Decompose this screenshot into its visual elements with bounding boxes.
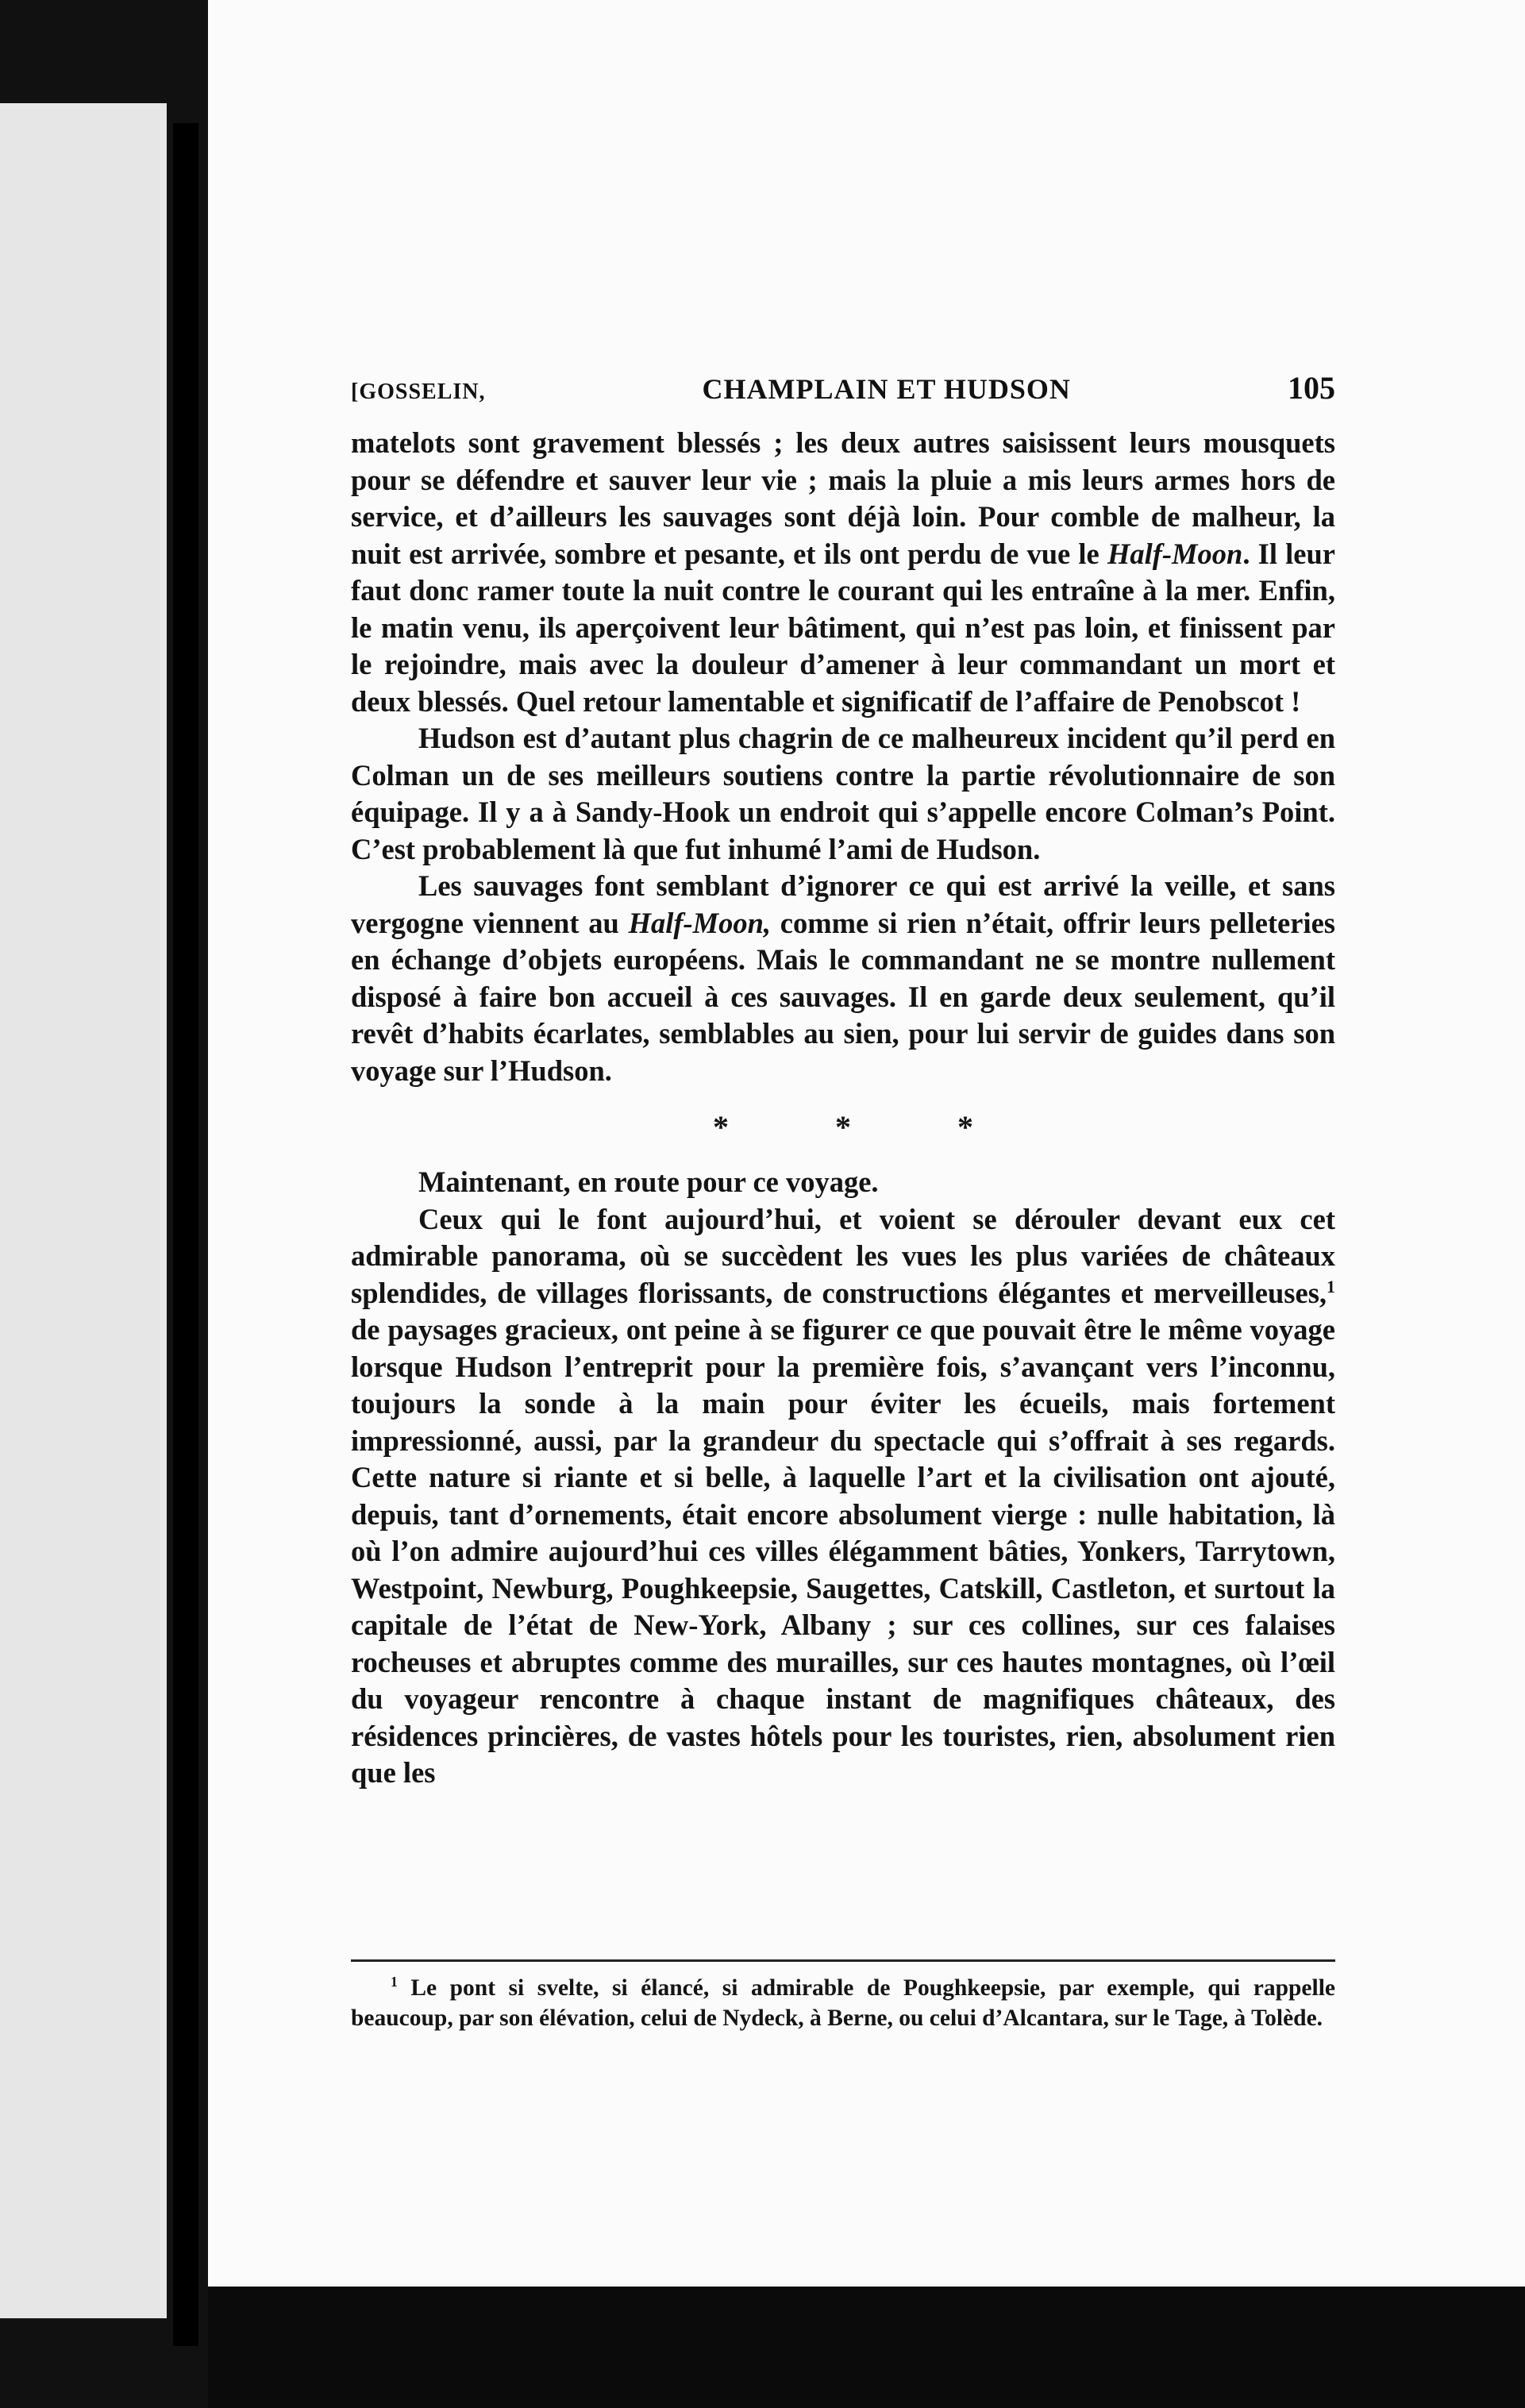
section-break-asterisks: * * * (713, 1109, 1022, 1145)
running-head-title: CHAMPLAIN ET HUDSON (702, 373, 1071, 405)
running-head (351, 369, 1335, 406)
paragraph-5-text: Ceux qui le font aujourd’hui, et voient se dérouler devant eux cet admirable panorama, où se succèdent les vues les plus variées de châteaux splendides, de villages florissants, de constructions élégantes et merveilleuses, (351, 1202, 1335, 1309)
running-head-author: [GOSSELIN, (351, 380, 486, 404)
ship-name: Half-Moon (1107, 537, 1243, 570)
footnote-ref: 1 (1327, 1276, 1335, 1296)
footnote-area (351, 1959, 1335, 2033)
paragraph-2: Hudson est d’autant plus chagrin de ce malheureux incident qu’il perd en Colman un de ses meilleurs soutiens contre la partie révolutionnaire de son équipage. Il y a à Sandy-Hook un endroit qui s’appelle encore Colman’s Point. C’est probablement là que fut inhumé l’ami de Hudson. (351, 722, 1335, 865)
book-spine-shadow (173, 123, 198, 2346)
footnote-text: Le pont si svelte, si élancé, si admirable de Poughkeepsie, par exemple, qui rappelle beaucoup, par son élévation, celui de Nydeck, à Berne, ou celui d’Alcantara, sur le Tage, à Tolède. (351, 1975, 1335, 2031)
paragraph-3 (351, 868, 1335, 1089)
scan-bottom-margin (208, 2287, 1525, 2408)
footnote-marker: 1 (391, 1974, 398, 1990)
paragraph-1 (351, 425, 1335, 720)
paragraph-3-text-cont: comme si rien n’était, offrir leurs pelleteries en échange d’objets européens. Mais le commandant ne se montre nullement disposé à faire bon accueil à ces sauvages. Il en garde deux seulement, qu’il revêt d’habits écarlates, semblables au sien, pour lui servir de guides dans son voyage sur l’Hudson. (351, 906, 1336, 1087)
ship-name-2: Half-Moon, (628, 906, 772, 939)
paragraph-5 (351, 1201, 1335, 1792)
paragraph-1-text: matelots sont gravement blessés ; les deux autres saisissent leurs mousquets pour se défendre et sauver leur vie ; mais la pluie a mis leurs armes hors de service, et d’ailleurs les sauvages sont déjà loin. Pour comble de malheur, la nuit est arrivée, sombre et pesante, et ils ont perdu de vue le (351, 426, 1335, 570)
body-text (351, 425, 1335, 1792)
previous-page-edge (0, 103, 167, 2318)
paragraph-3-text: Les sauvages font semblant d’ignorer ce qui est arrivé la veille, et sans vergogne viennent au (351, 869, 1335, 939)
paragraph-5-text-cont: de paysages gracieux, ont peine à se figurer ce que pouvait être le même voyage lorsque Hudson l’entreprit pour la première fois, s’avançant vers l’inconnu, toujours la sonde à la main pour éviter les écueils, mais fortement impressionné, aussi, par la grandeur du spectacle qui s’offrait à ses regards. Cette nature si riante et si belle, à laquelle l’art et la civilisation ont ajouté, depuis, tant d’ornements, était encore absolument vierge : nulle habitation, là où l’on admire aujourd’hui ces villes élégamment bâties, Yonkers, Tarrytown, Westpoint, Newburg, Poughkeepsie, Saugettes, Catskill, Castleton, et surtout la capitale de l’état de New-York, Albany ; sur ces collines, sur ces falaises rocheuses et abruptes comme des murailles, sur ces hautes montagnes, où l’œil du voyageur rencontre à chaque instant de magnifiques châteaux, des résidences princières, de vastes hôtels pour les touristes, rien, absolument rien que les (351, 1313, 1335, 1789)
page-number: 105 (1287, 370, 1335, 406)
footnote-1 (351, 1973, 1335, 2033)
paragraph-1-text-cont: . Il leur faut donc ramer toute la nuit contre le courant qui les entraîne à la mer. Enfin, le matin venu, ils aperçoivent leur bâtiment, qui n’est pas loin, et finissent par le rejoindre, mais avec la douleur d’amener à leur commandant un mort et deux blessés. Quel retour lamentable et significatif de l’affaire de Penobscot ! (351, 537, 1336, 718)
paragraph-4: Maintenant, en route pour ce voyage. (418, 1165, 879, 1198)
